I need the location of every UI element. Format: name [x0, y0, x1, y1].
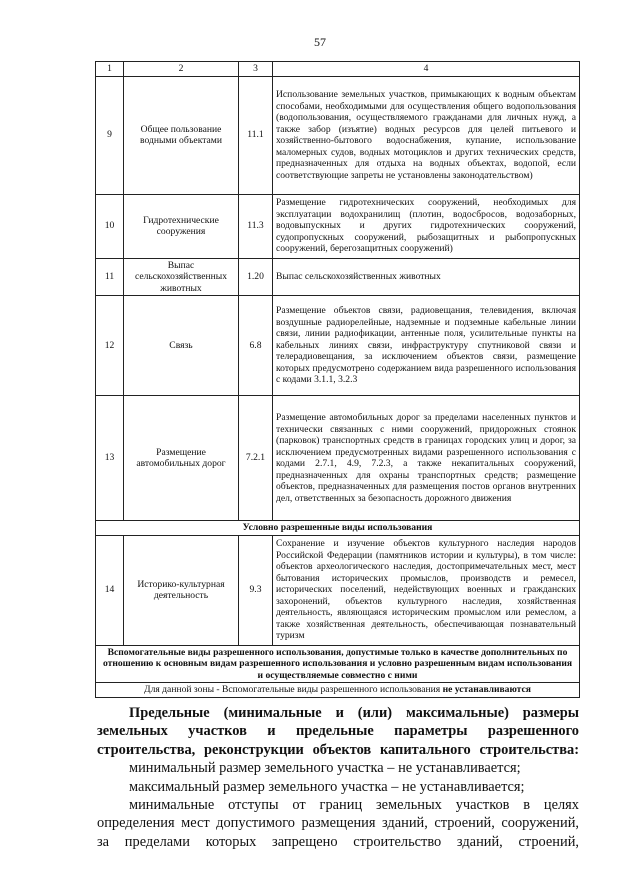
- use-type-code: 9.3: [239, 535, 273, 645]
- max-plot-size: максимальный размер земельного участка – не устанавливается;: [129, 778, 525, 795]
- row-number: 13: [96, 396, 124, 521]
- use-type-code: 11.1: [239, 76, 273, 194]
- section-heading-line: Предельные (минимальные и (или) максимальные) размеры: [129, 705, 579, 721]
- table-row: [96, 258, 580, 296]
- land-use-table: [95, 61, 580, 698]
- min-plot-size: минимальный размер земельного участка – не устанавливается;: [129, 760, 521, 777]
- row-number: 10: [96, 194, 124, 258]
- body-text: [97, 704, 579, 851]
- section-heading-line: земельных участков и предельные параметры разрешенного: [97, 723, 579, 740]
- use-type-description: Размещение объектов связи, радиовещания, телевидения, включая воздушные радиорелейные, надземные и подземные кабельные линии связи, линии радиофикации, антенные поля, усилительные пункты на кабельных линиях связи, инфраструктуру спутниковой связи и телерадиовещания, за исключением объектов связи, размещение которых предусмотрено содержанием вида разрешенного использования с кодами 3.1.1, 3.2.3: [273, 296, 580, 396]
- table-row: [96, 535, 580, 645]
- row-number: 12: [96, 296, 124, 396]
- auxiliary-note-bold: не устанавливаются: [442, 684, 531, 695]
- use-type-name: Связь: [124, 296, 239, 396]
- setback-line: за пределами которых запрещено строительство зданий, строений,: [97, 833, 579, 850]
- table-row: [96, 194, 580, 258]
- row-number: 9: [96, 76, 124, 194]
- setback-line: минимальные отступы от границ земельных участков в целях: [129, 797, 579, 814]
- conditional-uses-heading: Условно разрешенные виды использования: [96, 521, 580, 536]
- row-number: 11: [96, 258, 124, 296]
- table-row: [96, 76, 580, 194]
- table-row: [96, 396, 580, 521]
- auxiliary-uses-heading: Вспомогательные виды разрешенного использования, допустимые только в качестве дополнительных по отношению к основным видам разрешенного использования и условно разрешенным видам использования и осуществляемые совместно с ними: [96, 645, 580, 683]
- header-cell: 2: [124, 62, 239, 77]
- auxiliary-note-row: [96, 683, 580, 698]
- use-type-code: 6.8: [239, 296, 273, 396]
- table-row: [96, 296, 580, 396]
- row-number: 14: [96, 535, 124, 645]
- auxiliary-note-text: Для данной зоны - Вспомогательные виды разрешенного использования: [144, 684, 441, 695]
- header-cell: 3: [239, 62, 273, 77]
- header-cell: 4: [273, 62, 580, 77]
- use-type-name: Выпас сельскохозяйственных животных: [124, 258, 239, 296]
- use-type-description: Выпас сельскохозяйственных животных: [273, 258, 580, 296]
- page-number: 57: [314, 35, 326, 49]
- use-type-description: Использование земельных участков, примыкающих к водным объектам способами, необходимыми для осуществления общего водопользования (водопользования, осуществляемого гражданами для личных нужд, а также забор (изъятие) водных ресурсов для целей питьевого и хозяйственно-бытового водоснабжения, купание, использование маломерных судов, водных мотоциклов и других технических средств, предназначенных для отдыха на водных объектах, водопой, если соответствующие запреты не установлены законодательством): [273, 76, 580, 194]
- use-type-description: Размещение гидротехнических сооружений, необходимых для эксплуатации водохранилищ (плотин, водосбросов, водозаборных, водовыпускных и других гидротехнических сооружений, судопропускных сооружений, рыбозащитных и рыбопропускных сооружений, берегозащитных сооружений): [273, 194, 580, 258]
- use-type-name: Историко-культурная деятельность: [124, 535, 239, 645]
- auxiliary-note: [96, 683, 580, 698]
- setback-line: определения мест допустимого размещения зданий, строений, сооружений,: [97, 815, 579, 832]
- use-type-description: Размещение автомобильных дорог за пределами населенных пунктов и технически связанных с ними сооружений, придорожных стоянок (парковок) транспортных средств в границах городских улиц и дорог, за исключением предусмотренных видами разрешенного использования с кодами 2.7.1, 4.9, 7.2.3, а также некапитальных сооружений, предназначенных для охраны транспортных средств; размещение объектов, предназначенных для размещения постов органов внутренних дел, ответственных за безопасность дорожного движения: [273, 396, 580, 521]
- use-type-code: 1.20: [239, 258, 273, 296]
- header-cell: 1: [96, 62, 124, 77]
- use-type-description: Сохранение и изучение объектов культурного наследия народов Российской Федерации (памятников истории и культуры), в том числе: объектов археологического наследия, достопримечательных мест, мест бытования исторических промыслов, производств и ремесел, исторических поселений, недействующих военных и гражданских захоронений, объектов культурного наследия, хозяйственная деятельность, являющаяся историческим промыслом или ремеслом, а также хозяйственная деятельность, обеспечивающая познавательный туризм: [273, 535, 580, 645]
- use-type-name: Общее пользование водными объектами: [124, 76, 239, 194]
- use-type-name: Размещение автомобильных дорог: [124, 396, 239, 521]
- use-type-name: Гидротехнические сооружения: [124, 194, 239, 258]
- table-header-row: [96, 62, 580, 77]
- use-type-code: 11.3: [239, 194, 273, 258]
- section-heading-row: [96, 521, 580, 536]
- use-type-code: 7.2.1: [239, 396, 273, 521]
- auxiliary-heading-row: [96, 645, 580, 683]
- section-heading-line: строительства, реконструкции объектов капитального строительства:: [97, 741, 579, 758]
